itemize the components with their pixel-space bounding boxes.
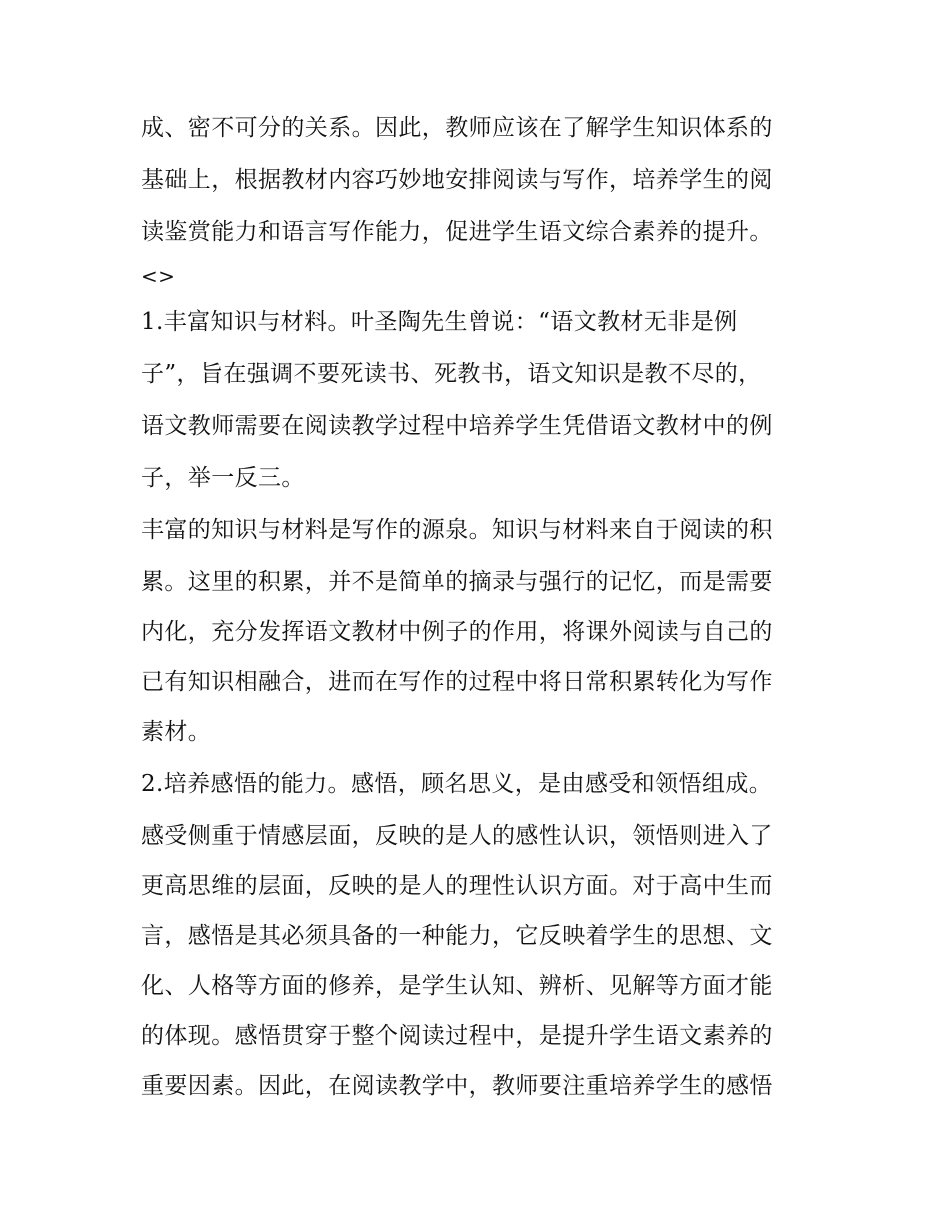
text-line: 基础上，根据教材内容巧妙地安排阅读与写作，培养学生的阅 <box>141 167 773 193</box>
text-line: 素材。 <box>141 719 212 745</box>
text-line: 子，举一反三。 <box>141 465 305 491</box>
text-line: 更高思维的层面，反映的是人的理性认识方面。对于高中生而 <box>141 873 773 899</box>
text-line: 语文教师需要在阅读教学过程中培养学生凭借语文教材中的例 <box>141 413 773 439</box>
text-line: 累。这里的积累，并不是简单的摘录与强行的记忆，而是需要 <box>141 569 773 595</box>
text-line: 言，感悟是其必须具备的一种能力，它反映着学生的思想、文 <box>141 923 773 949</box>
text-line: 读鉴赏能力和语言写作能力，促进学生语文综合素养的提升。 <box>141 219 773 245</box>
text-line: 内化，充分发挥语文教材中例子的作用，将课外阅读与自己的 <box>141 619 773 645</box>
text-line: <> <box>141 264 176 288</box>
text-line: 成、密不可分的关系。因此，教师应该在了解学生知识体系的 <box>141 115 773 141</box>
text-line: 丰富的知识与材料是写作的源泉。知识与材料来自于阅读的积 <box>141 517 773 543</box>
text-line: 感受侧重于情感层面，反映的是人的感性认识，领悟则进入了 <box>141 823 773 849</box>
text-line: 1.丰富知识与材料。叶圣陶先生曾说：“语文教材无非是例 <box>141 309 738 335</box>
text-line: 化、人格等方面的修养，是学生认知、辨析、见解等方面才能 <box>141 973 773 999</box>
text-line: 2.培养感悟的能力。感悟，顾名思义，是由感受和领悟组成。 <box>141 771 773 797</box>
text-line: 重要因素。因此，在阅读教学中，教师要注重培养学生的感悟 <box>141 1073 773 1099</box>
text-line: 已有知识相融合，进而在写作的过程中将日常积累转化为写作 <box>141 669 773 695</box>
text-line: 子”，旨在强调不要死读书、死教书，语文知识是教不尽的， <box>141 361 762 387</box>
text-line: 的体现。感悟贯穿于整个阅读过程中，是提升学生语文素养的 <box>141 1023 773 1049</box>
